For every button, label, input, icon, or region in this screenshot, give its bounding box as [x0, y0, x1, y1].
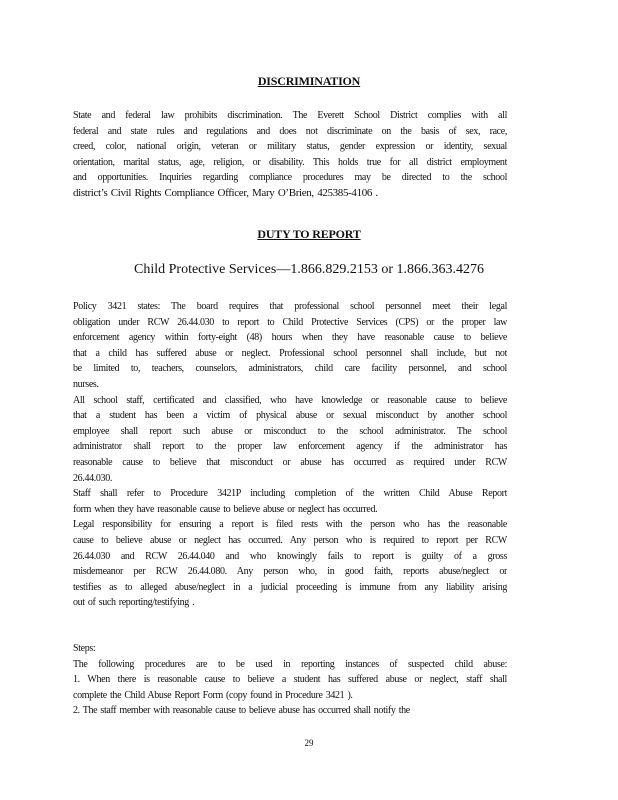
- text-line: out of such reporting/testifying .: [73, 597, 195, 609]
- text-line: federal and state rules and regulations and does not discriminate on the basis of sex, race,: [73, 125, 507, 137]
- text-line: orientation, marital status, age, religion, or disability. This holds true for all district employment: [73, 156, 507, 168]
- text-line: that a student has been a victim of physical abuse or sexual misconduct by another school: [73, 410, 507, 422]
- text-line: that a child has suffered abuse or neglect. Professional school personnel shall include, but not: [73, 347, 507, 359]
- text-line: employee shall report such abuse or misconduct to the school administrator. The school: [73, 425, 507, 437]
- text-line: 26.44.030 and RCW 26.44.040 and who knowingly fails to report is guilty of a gross: [73, 550, 507, 562]
- text-line: All school staff, certificated and classified, who have knowledge or reasonable cause to believe: [73, 394, 507, 406]
- text-line: The following procedures are to be used in reporting instances of suspected child abuse:: [73, 658, 507, 670]
- text-line: and opportunities. Inquiries regarding compliance procedures may be directed to the school: [73, 172, 507, 184]
- text-line: 26.44.030.: [73, 472, 113, 484]
- text-line: Policy 3421 states: The board requires that professional school personnel meet their legal: [73, 301, 507, 312]
- text-line: complete the Child Abuse Report Form (copy found in Procedure 3421 ).: [73, 689, 353, 701]
- policy-paragraph: [73, 299, 507, 611]
- text-line: Staff shall refer to Procedure 3421P including completion of the written Child Abuse Report: [73, 488, 507, 500]
- text-line: cause to believe abuse or neglect has occurred. Any person who is required to report per RCW: [73, 534, 507, 546]
- text-line: 1. When there is reasonable cause to believe a student has suffered abuse or neglect, staff shall: [73, 674, 507, 686]
- steps-paragraph: [73, 641, 507, 719]
- discrimination-heading: DISCRIMINATION: [257, 74, 361, 88]
- text-line: be limited to, teachers, counselors, administrators, child care facility personnel, and school: [73, 363, 507, 375]
- text-line: Legal responsibility for ensuring a report is filed rests with the person who has the reasonable: [73, 519, 507, 531]
- text-line: reasonable cause to believe that misconduct or abuse has occurred as required under RCW: [73, 456, 507, 468]
- text-line: 2. The staff member with reasonable cause to believe abuse has occurred shall notify the: [73, 705, 410, 717]
- text-line: creed, color, national origin, veteran or military status, gender expression or identity, sexual: [73, 141, 507, 153]
- text-line: obligation under RCW 26.44.030 to report to Child Protective Services (CPS) or the proper law: [73, 316, 507, 328]
- text-line: administrator shall report to the proper law enforcement agency if the administrator has: [73, 441, 507, 453]
- steps-heading: Steps:: [73, 643, 96, 654]
- cps-phone-line: Child Protective Services—1.866.829.2153 or 1.866.363.4276: [134, 262, 484, 277]
- page-number: 29: [304, 738, 314, 748]
- text-line: form when they have reasonable cause to believe abuse or neglect has occurred.: [73, 503, 378, 515]
- text-line: nurses.: [73, 378, 99, 390]
- discrimination-paragraph: [73, 108, 507, 202]
- text-line: testifies as to alleged abuse/neglect in a judicial proceeding is immune from any liability arising: [73, 581, 507, 593]
- text-line: district’s Civil Rights Compliance Officer, Mary O’Brien, 425385-4106 .: [73, 186, 378, 199]
- text-line: enforcement agency within forty-eight (48) hours when they have reasonable cause to believe: [73, 332, 507, 344]
- duty-to-report-heading: DUTY TO REPORT: [257, 227, 361, 241]
- text-line: misdemeanor per RCW 26.44.080. Any person who, in good faith, reports abuse/neglect or: [73, 566, 507, 578]
- text-line: State and federal law prohibits discrimination. The Everett School District complies with all: [73, 110, 507, 121]
